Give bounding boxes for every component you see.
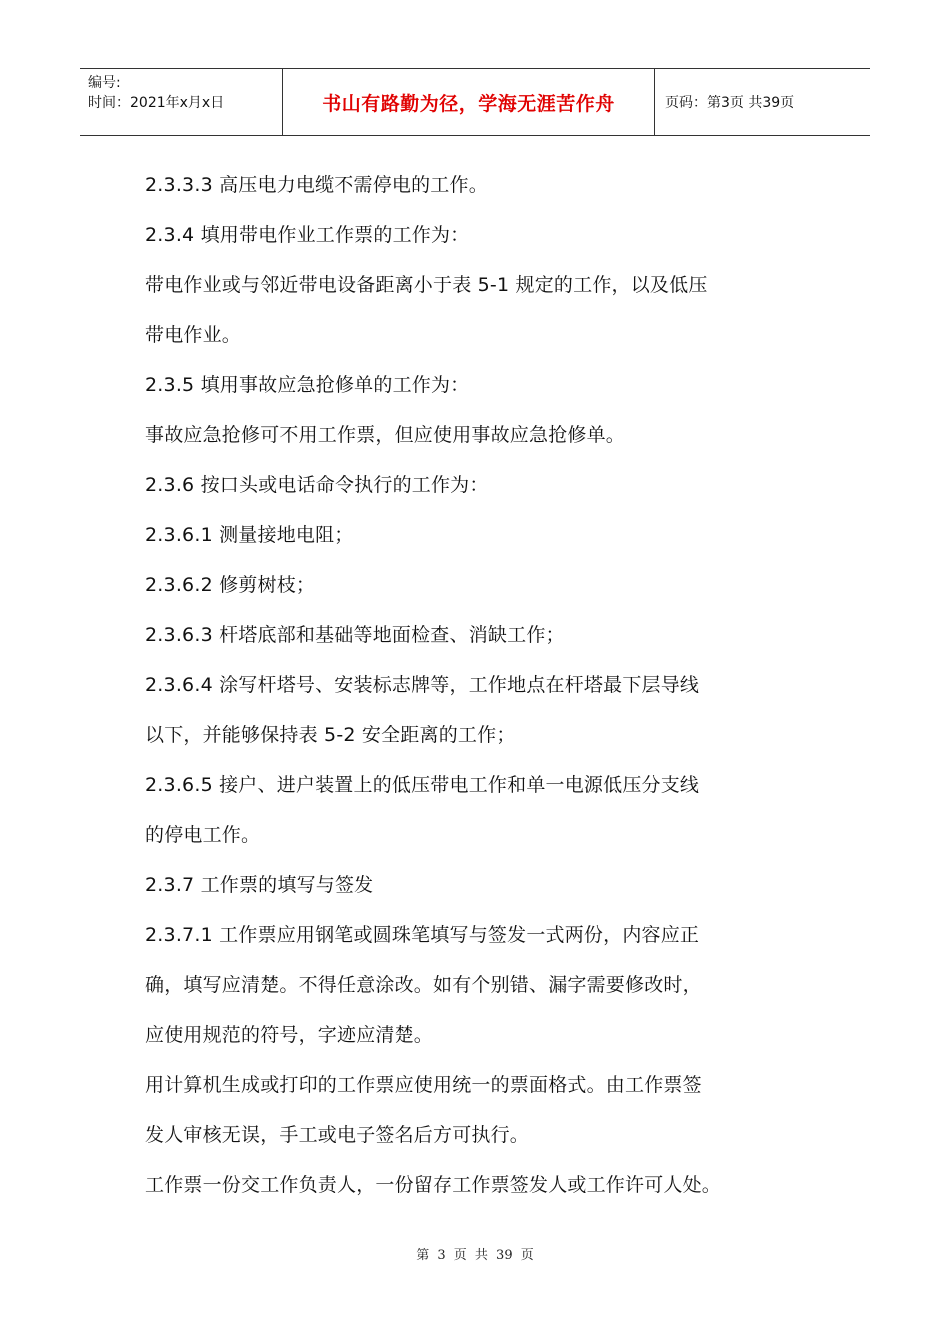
header-page-cell: [655, 69, 870, 135]
header-page-info: 页码：第3页 共39页: [665, 95, 795, 111]
body-line: 2.3.3.3 高压电力电缆不需停电的工作。: [145, 174, 488, 196]
body-line: 确，填写应清楚。不得任意涂改。如有个别错、漏字需要修改时，: [145, 974, 702, 996]
body-line: 2.3.6.3 杆塔底部和基础等地面检查、消缺工作；: [145, 624, 565, 646]
body-line: 2.3.5 填用事故应急抢修单的工作为：: [145, 374, 470, 396]
header-motto-cell: [283, 69, 655, 135]
document-body: [145, 160, 835, 1210]
page-footer: [0, 1244, 950, 1263]
body-line: 2.3.6 按口头或电话命令执行的工作为：: [145, 474, 489, 496]
header-meta-cell: [80, 69, 283, 135]
body-line: 用计算机生成或打印的工作票应使用统一的票面格式。由工作票签: [145, 1074, 702, 1096]
footer-page-number: 第 3 页 共 39 页: [416, 1248, 534, 1263]
body-line: 应使用规范的符号，字迹应清楚。: [145, 1024, 434, 1046]
body-line: 2.3.6.4 涂写杆塔号、安装标志牌等，工作地点在杆塔最下层导线: [145, 674, 700, 696]
body-line: 2.3.4 填用带电作业工作票的工作为：: [145, 224, 470, 246]
body-line: 2.3.7 工作票的填写与签发: [145, 874, 374, 896]
body-line: 2.3.6.1 测量接地电阻；: [145, 524, 354, 546]
body-line: 带电作业。: [145, 324, 242, 346]
body-line: 带电作业或与邻近带电设备距离小于表 5-1 规定的工作，以及低压: [145, 274, 708, 296]
body-line: 以下，并能够保持表 5-2 安全距离的工作；: [145, 724, 516, 746]
header-motto: 书山有路勤为径，学海无涯苦作舟: [322, 92, 615, 115]
document-date-label: 时间：2021年x月x日: [88, 95, 225, 111]
body-line: 2.3.6.5 接户、进户装置上的低压带电工作和单一电源低压分支线: [145, 774, 700, 796]
body-line: 2.3.7.1 工作票应用钢笔或圆珠笔填写与签发一式两份，内容应正: [145, 924, 700, 946]
body-line: 的停电工作。: [145, 824, 261, 846]
body-line: 事故应急抢修可不用工作票，但应使用事故应急抢修单。: [145, 424, 626, 446]
body-line: 工作票一份交工作负责人，一份留存工作票签发人或工作许可人处。: [145, 1174, 722, 1196]
body-line: 2.3.6.2 修剪树枝；: [145, 574, 316, 596]
body-line: 发人审核无误，手工或电子签名后方可执行。: [145, 1124, 530, 1146]
document-number-label: 编号:: [88, 75, 121, 91]
document-header: [80, 68, 870, 136]
